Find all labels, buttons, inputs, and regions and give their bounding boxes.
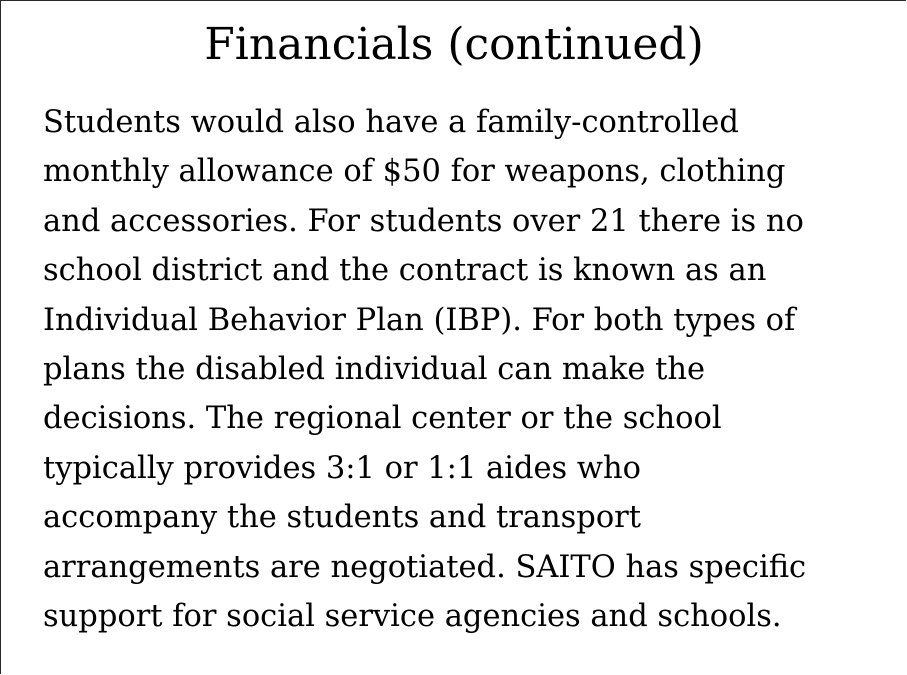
body-line: Individual Behavior Plan (IBP). For both types of [43,302,796,338]
body-line: accompany the students and transport [43,500,642,536]
body-line: and accessories. For students over 21 there is no [43,203,804,239]
body-line: arrangements are negotiated. SAITO has specific [43,549,807,585]
body-line: support for social service agencies and schools. [43,599,782,635]
body-line: school district and the contract is known as an [43,253,767,289]
body-line: decisions. The regional center or the school [43,401,722,437]
body-line: Students would also have a family-controlled [43,105,739,140]
body-line: plans the disabled individual can make the [43,352,706,388]
slide-title: Financials (continued) [204,19,704,70]
body-line: monthly allowance of $50 for weapons, clothing [43,154,786,190]
slide-body [43,98,893,641]
body-line: typically provides 3:1 or 1:1 aides who [43,450,642,486]
